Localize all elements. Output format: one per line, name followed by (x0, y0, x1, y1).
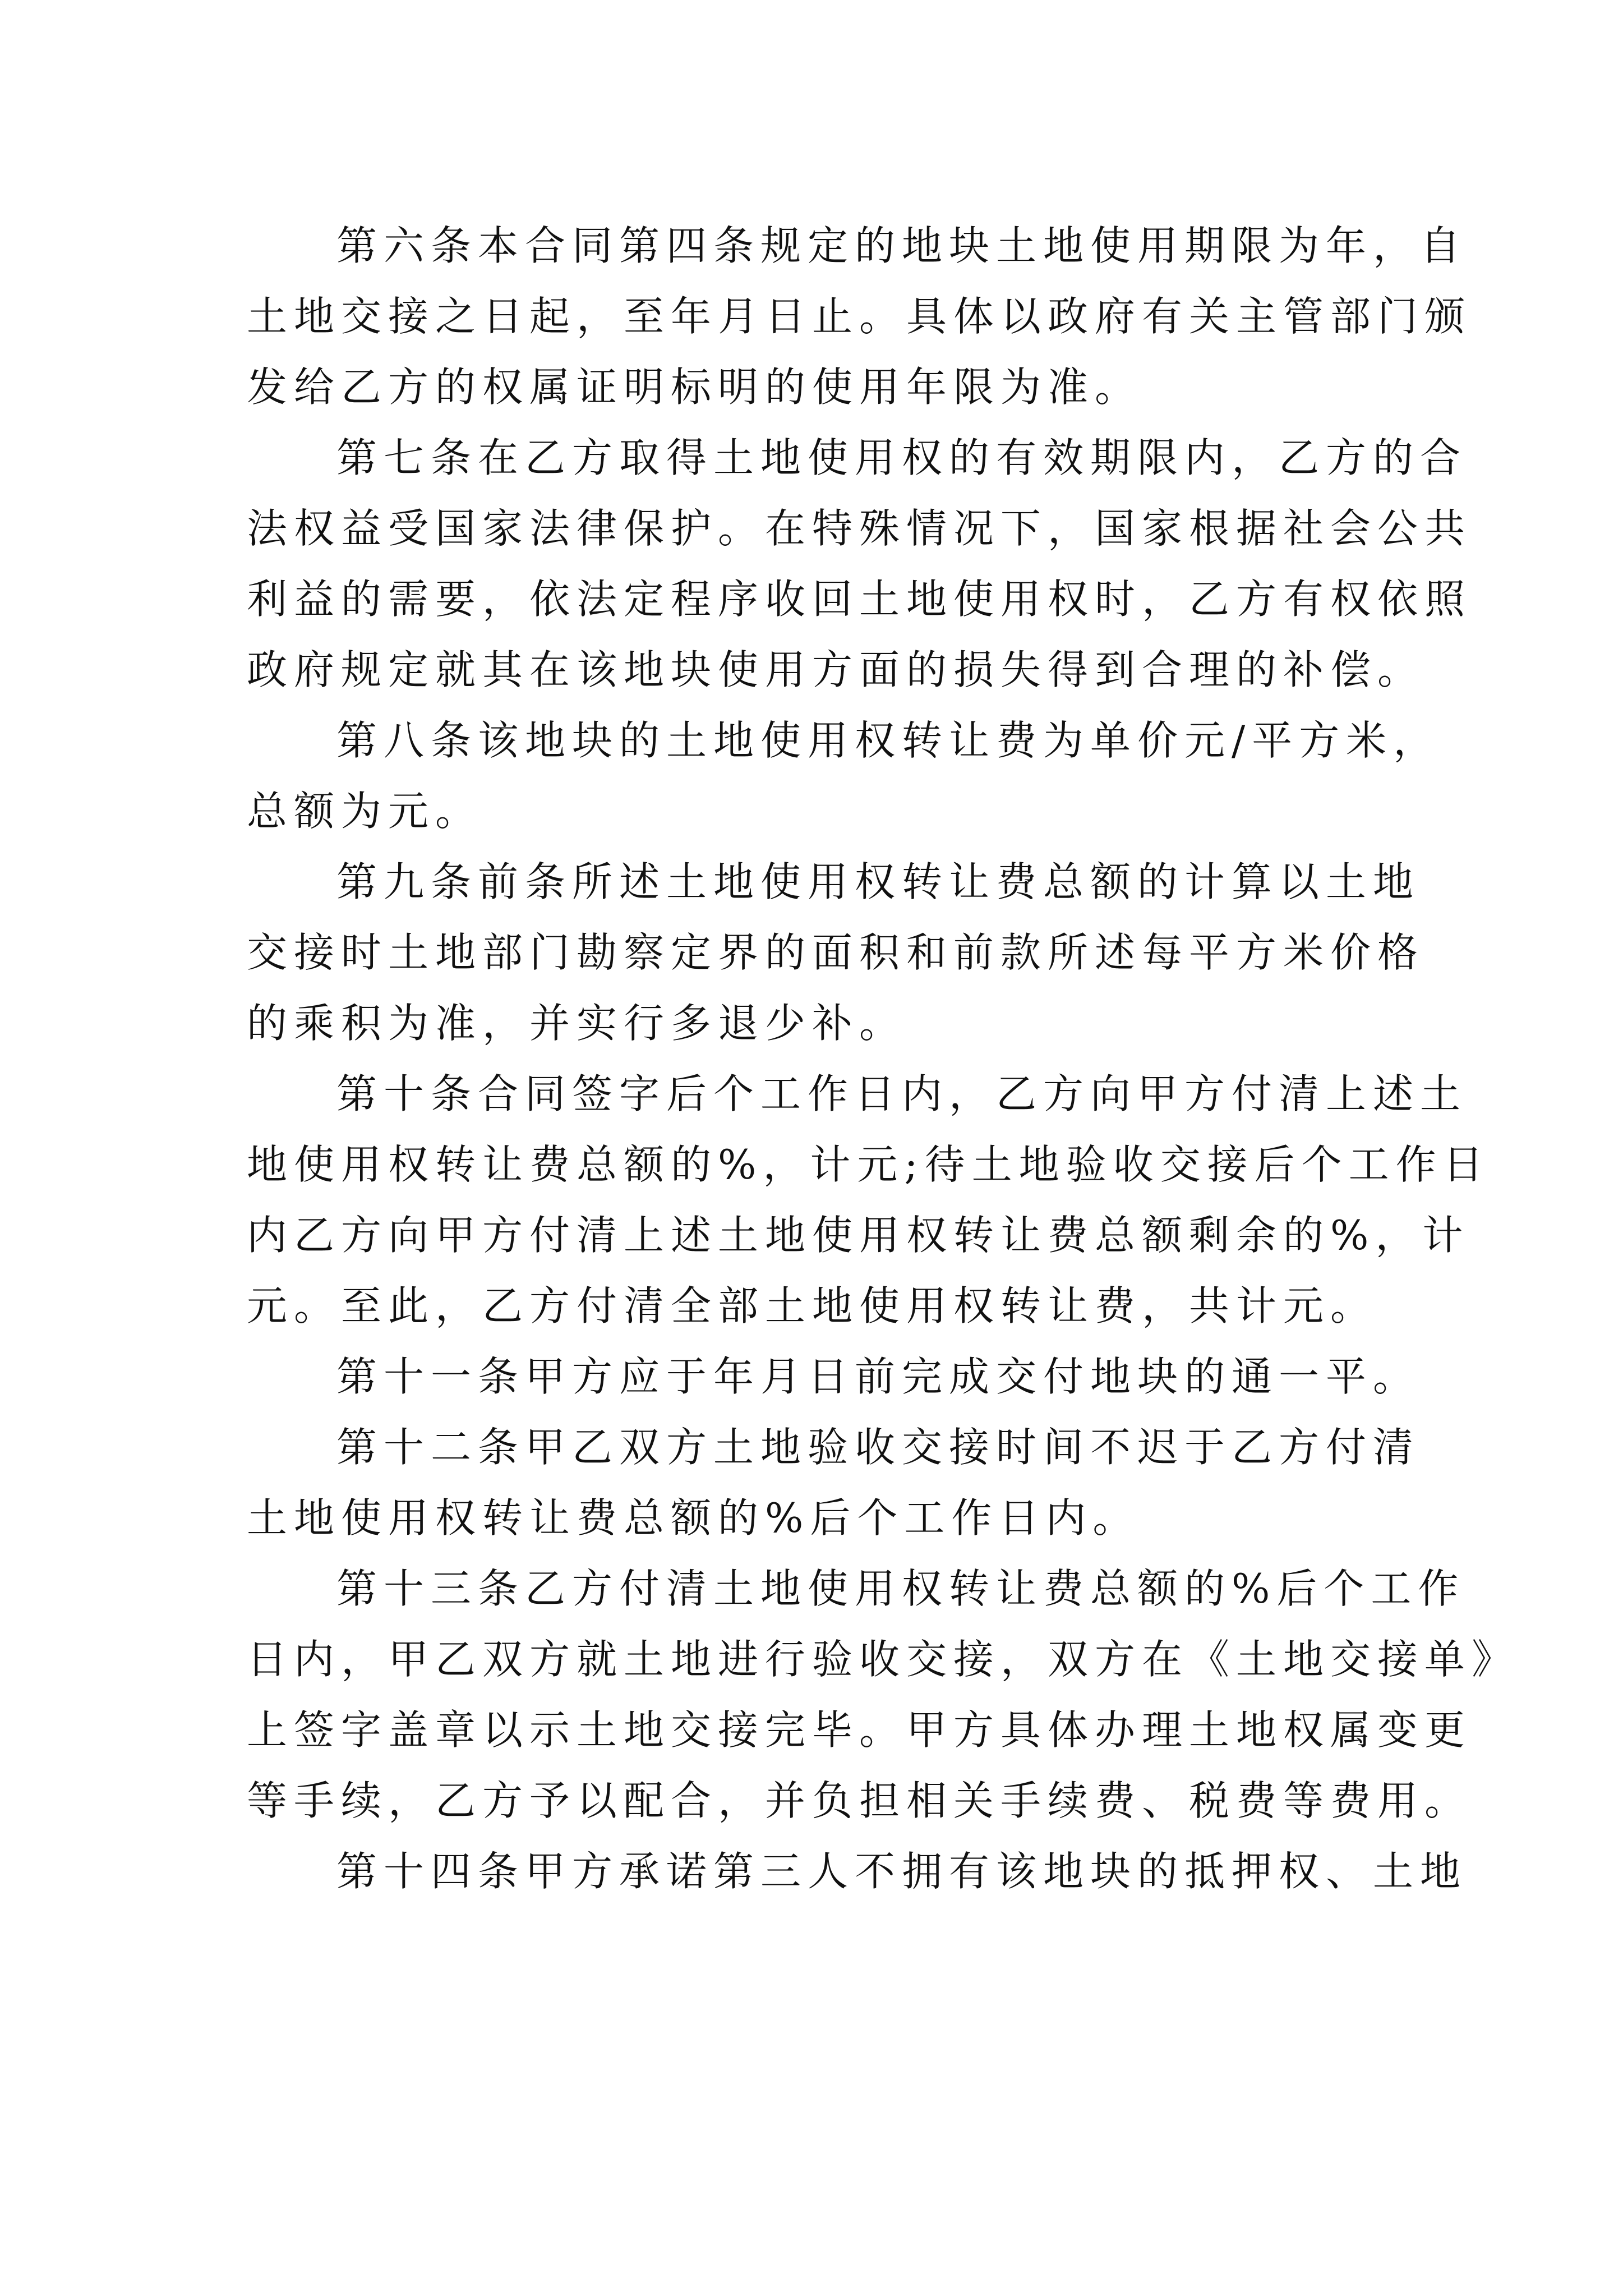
text-line: 日内，甲乙双方就土地进行验收交接，双方在《土地交接单》 (247, 1636, 1519, 1683)
text-line: 发给乙方的权属证明标明的使用年限为准。 (247, 364, 1142, 411)
document-body (247, 210, 1519, 1907)
text-line: 第八条该地块的土地使用权转让费为单价元/平方米， (336, 717, 1441, 764)
text-line: 总额为元。 (247, 788, 483, 835)
text-line: 内乙方向甲方付清上述土地使用权转让费总额剩余的%，计 (247, 1212, 1470, 1259)
paragraph-article-6 (247, 210, 1472, 422)
text-line: 上签字盖章以示土地交接完毕。甲方具体办理土地权属变更 (247, 1706, 1472, 1754)
text-line: 第十一条甲方应于年月日前完成交付地块的通一平。 (336, 1353, 1421, 1400)
text-line: 交接时土地部门勘察定界的面积和前款所述每平方米价格 (247, 929, 1425, 976)
text-line: 第十四条甲方承诺第三人不拥有该地块的抵押权、土地 (336, 1848, 1468, 1895)
text-line: 第十三条乙方付清土地使用权转让费总额的%后个工作 (336, 1565, 1465, 1612)
text-line: 元。至此，乙方付清全部土地使用权转让费，共计元。 (247, 1282, 1378, 1329)
text-line: 第十条合同签字后个工作日内，乙方向甲方付清上述土 (336, 1070, 1468, 1117)
paragraph-article-8 (247, 705, 1441, 846)
paragraph-article-11 (247, 1341, 1421, 1412)
text-line: 土地使用权转让费总额的%后个工作日内。 (247, 1494, 1140, 1542)
text-line: 政府规定就其在该地块使用方面的损失得到合理的补偿。 (247, 646, 1425, 693)
text-line: 第七条在乙方取得土地使用权的有效期限内，乙方的合 (336, 434, 1468, 481)
paragraph-article-7 (247, 422, 1472, 705)
text-line: 第十二条甲乙双方土地验收交接时间不迟于乙方付清 (336, 1424, 1421, 1471)
paragraph-article-13 (247, 1553, 1519, 1836)
text-line: 第六条本合同第四条规定的地块土地使用期限为年，自 (336, 222, 1468, 269)
text-line: 地使用权转让费总额的%，计元;待土地验收交接后个工作日 (247, 1141, 1490, 1188)
text-line: 法权益受国家法律保护。在特殊情况下，国家根据社会公共 (247, 505, 1472, 552)
paragraph-article-12 (247, 1412, 1421, 1553)
paragraph-article-10 (247, 1059, 1490, 1341)
text-line: 利益的需要，依法定程序收回土地使用权时，乙方有权依照 (247, 576, 1472, 623)
paragraph-article-9 (247, 846, 1425, 1059)
text-line: 第九条前条所述土地使用权转让费总额的计算以土地 (336, 858, 1421, 905)
text-line: 土地交接之日起，至年月日止。具体以政府有关主管部门颁 (247, 293, 1472, 340)
text-line: 等手续，乙方予以配合，并负担相关手续费、税费等费用。 (247, 1777, 1472, 1824)
text-line: 的乘积为准，并实行多退少补。 (247, 1000, 907, 1047)
paragraph-article-14 (247, 1836, 1468, 1907)
